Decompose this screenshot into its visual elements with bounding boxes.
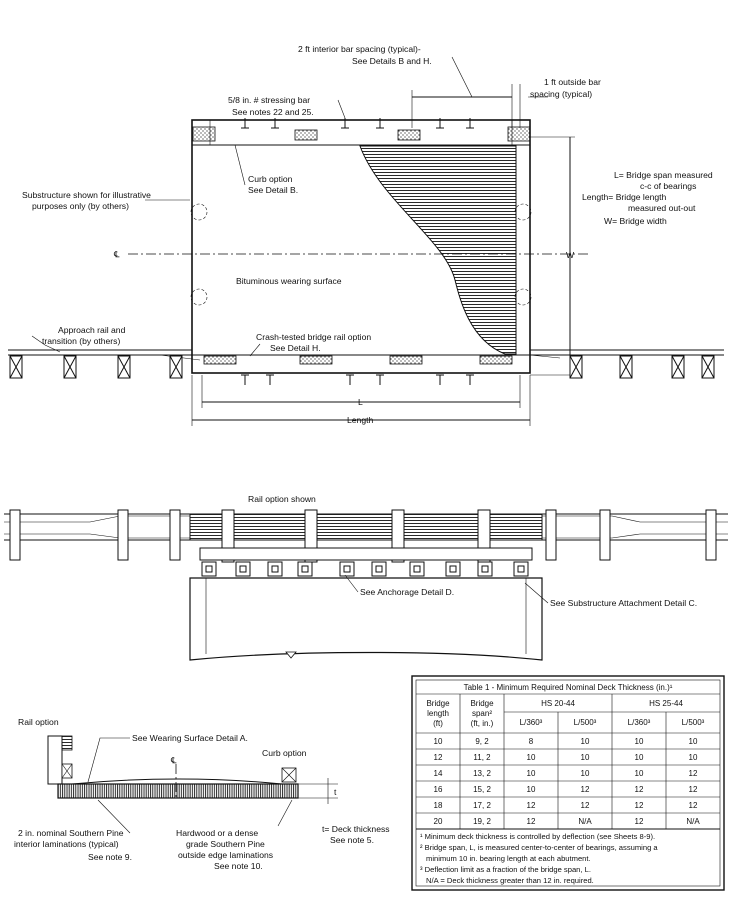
table-cell: 10	[634, 737, 644, 746]
table-note-1: ¹ Minimum deck thickness is controlled by deflection (see Sheets 8-9).	[420, 832, 656, 841]
table-cell: 12	[580, 785, 590, 794]
table-cell: 12	[526, 817, 536, 826]
stressing-bar-label-1: 5/8 in. # stressing bar	[228, 95, 311, 105]
table-cell: 10	[580, 737, 590, 746]
table-cell: 19, 2	[473, 817, 491, 826]
substructure-label-1: Substructure shown for illustrative	[22, 190, 151, 200]
col-length-1: Bridge	[426, 699, 450, 708]
attachment-label: See Substructure Attachment Detail C.	[550, 598, 698, 608]
legend-line-3: Length= Bridge length	[582, 192, 667, 202]
table-cell: 10	[526, 753, 536, 762]
centerline-symbol: ℄	[114, 249, 120, 259]
interior-spacing-label-1: 2 ft interior bar spacing (typical)-	[298, 44, 421, 54]
elevation-view	[4, 510, 728, 660]
curb-option-label-1: Curb option	[248, 174, 293, 184]
table-title: Table 1 - Minimum Required Nominal Deck Thickness (in.)¹	[463, 683, 673, 692]
col-length-2: length	[427, 709, 449, 718]
table-cell: 12	[688, 769, 698, 778]
table-cell: 17, 2	[473, 801, 491, 810]
interior-lam-3: See note 9.	[88, 852, 132, 862]
table-cell: 10	[634, 753, 644, 762]
table-note-3: minimum 10 in. bearing length at each abutment.	[426, 854, 591, 863]
table-cell: 20	[433, 817, 443, 826]
edge-lam-4: See note 10.	[214, 861, 263, 871]
table-cell: 12	[580, 801, 590, 810]
anchorage-label: See Anchorage Detail D.	[360, 587, 455, 597]
table-cell: 10	[433, 737, 443, 746]
table-cell: 9, 2	[475, 737, 489, 746]
elevation-title: Rail option shown	[248, 494, 316, 504]
table-cell: N/A	[686, 817, 700, 826]
table-note-5: N/A = Deck thickness greater than 12 in. required.	[426, 876, 594, 885]
laminations-hatch	[360, 146, 516, 354]
thickness-def-2: See note 5.	[330, 835, 374, 845]
sub-header: L/500³	[681, 718, 705, 727]
table-cell: 18	[433, 801, 443, 810]
table-cell: 11, 2	[473, 753, 491, 762]
col-span-3: (ft, in.)	[470, 719, 494, 728]
sub-header: L/360³	[627, 718, 651, 727]
section-centerline: ℄	[171, 755, 177, 765]
table-cell: 12	[688, 785, 698, 794]
sub-header: L/500³	[573, 718, 597, 727]
thickness-def-1: t= Deck thickness	[322, 824, 390, 834]
table-note-2: ² Bridge span, L, is measured center-to-center of bearings, assuming a	[420, 843, 658, 852]
table-note-4: ³ Deflection limit as a fraction of the bridge span, L.	[420, 865, 591, 874]
rail-option-label: Rail option	[18, 717, 59, 727]
group-hs20: HS 20-44	[541, 699, 575, 708]
approach-rail-label-2: transition (by others)	[42, 336, 121, 346]
table-cell: N/A	[578, 817, 592, 826]
edge-lam-1: Hardwood or a dense	[176, 828, 259, 838]
curb-option-section-label: Curb option	[262, 748, 307, 758]
table-cell: 12	[634, 785, 644, 794]
curb-option-label-2: See Detail B.	[248, 185, 299, 195]
stressing-bar-label-2: See notes 22 and 25.	[232, 107, 314, 117]
table-cell: 14	[433, 769, 443, 778]
table-cell: 15, 2	[473, 785, 491, 794]
edge-lam-2: grade Southern Pine	[186, 839, 265, 849]
table-cell: 8	[528, 737, 534, 746]
legend-line-5: W= Bridge width	[604, 216, 667, 226]
table-cell: 10	[580, 769, 590, 778]
table-cell: 10	[580, 753, 590, 762]
col-span-2: span²	[471, 709, 493, 718]
col-span-1: Bridge	[470, 699, 494, 708]
table-cell: 12	[526, 801, 536, 810]
width-symbol: W	[566, 250, 575, 260]
outside-spacing-label-2: spacing (typical)	[530, 89, 593, 99]
table-cell: 16	[433, 785, 443, 794]
crash-rail-label-1: Crash-tested bridge rail option	[256, 332, 372, 342]
table-cell: 10	[688, 737, 698, 746]
interior-lam-1: 2 in. nominal Southern Pine	[18, 828, 124, 838]
table-cell: 12	[433, 753, 443, 762]
sub-header: L/360³	[519, 718, 543, 727]
table-cell: 10	[634, 769, 644, 778]
col-length-3: (ft)	[433, 719, 443, 728]
wearing-surface-label: Bituminous wearing surface	[236, 276, 342, 286]
table-cell: 10	[526, 785, 536, 794]
table-cell: 12	[634, 801, 644, 810]
legend-line-2: c-c of bearings	[640, 181, 697, 191]
thickness-symbol: t	[334, 787, 337, 797]
table-cell: 13, 2	[473, 769, 491, 778]
approach-rail-label-1: Approach rail and	[58, 325, 126, 335]
substructure-label-2: purposes only (by others)	[32, 201, 129, 211]
table-cell: 10	[688, 753, 698, 762]
legend-line-1: L= Bridge span measured	[614, 170, 713, 180]
length-label: Length	[347, 415, 374, 425]
plan-view	[8, 57, 724, 426]
legend-line-4: measured out-out	[628, 203, 696, 213]
table-cell: 12	[634, 817, 644, 826]
table-cell: 12	[688, 801, 698, 810]
wearing-surface-detail-label: See Wearing Surface Detail A.	[132, 733, 248, 743]
group-hs25: HS 25-44	[649, 699, 683, 708]
edge-lam-3: outside edge laminations	[178, 850, 274, 860]
table-cell: 10	[526, 769, 536, 778]
outside-spacing-label-1: 1 ft outside bar	[544, 77, 601, 87]
crash-rail-label-2: See Detail H.	[270, 343, 321, 353]
span-symbol: L	[358, 397, 363, 407]
deck-laminations	[58, 784, 298, 798]
interior-spacing-label-2: See Details B and H.	[352, 56, 432, 66]
interior-lam-2: interior laminations (typical)	[14, 839, 119, 849]
